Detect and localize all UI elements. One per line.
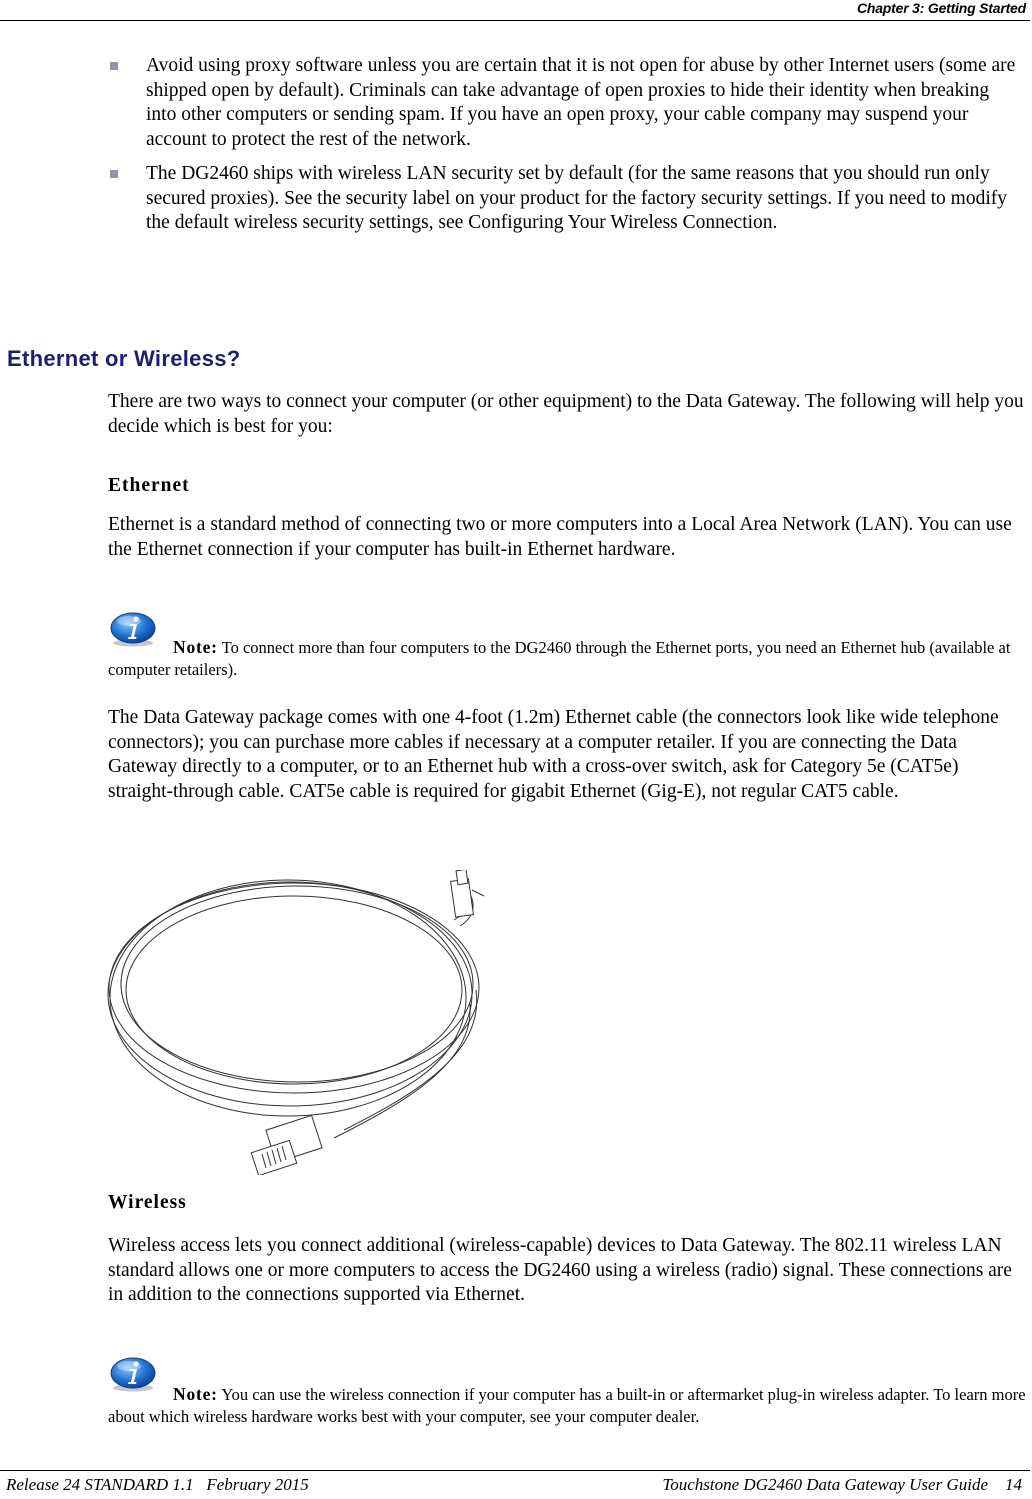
bullet-list — [108, 54, 1023, 246]
ethernet-note — [108, 636, 1026, 681]
bullet-item-wireless-security — [108, 162, 1023, 236]
note-label: Note: — [173, 637, 218, 657]
note-text: To connect more than four computers to the DG2460 through the Ethernet ports, you need an Ethernet hub (available at computer retailers). — [108, 638, 1011, 679]
footer-guide-title: Touchstone DG2460 Data Gateway User Guide 14 — [662, 1475, 1022, 1494]
note-text: You can use the wireless connection if your computer has a built-in or aftermarket plug-in wireless adapter. To learn more about which wireless hardware works best with your computer, see your computer dealer. — [108, 1385, 1026, 1426]
chapter-title: Chapter 3: Getting Started — [856, 0, 1026, 16]
wireless-paragraph: Wireless access lets you connect additional (wireless-capable) devices to Data Gateway. The 802.11 wireless LAN standard allows one or more computers to access the DG2460 using a wireless (radio) signal. These connections are in addition to the connections supported via Ethernet. — [108, 1235, 1012, 1305]
section-title: Ethernet or Wireless? — [7, 346, 241, 371]
square-bullet-icon — [110, 62, 118, 70]
page-header — [0, 0, 1030, 21]
bullet-text: The DG2460 ships with wireless LAN security set by default (for the same reasons that you should run only secured proxies). See the security label on your product for the factory security settings. If you need to modify the default wireless security settings, see Configuring Your Wireless Connection. — [146, 163, 1007, 233]
ethernet-heading: Ethernet — [108, 475, 190, 496]
wireless-heading: Wireless — [108, 1192, 187, 1213]
bullet-item-proxy — [108, 54, 1023, 152]
ethernet-paragraph: Ethernet is a standard method of connecting two or more computers into a Local Area Network (LAN). You can use the Ethernet connection if your computer has built-in Ethernet hardware. — [108, 514, 1012, 560]
square-bullet-icon — [110, 170, 118, 178]
ethernet-cable-illustration — [104, 870, 504, 1175]
wireless-note — [108, 1383, 1026, 1428]
intro-paragraph: There are two ways to connect your computer (or other equipment) to the Data Gateway. The following will help you decide which is best for you: — [108, 391, 1024, 437]
footer-release: Release 24 STANDARD 1.1 February 2015 — [6, 1475, 309, 1494]
ethernet-cable-paragraph: The Data Gateway package comes with one 4-foot (1.2m) Ethernet cable (the connectors look like wide telephone connectors); you can purchase more cables if necessary at a computer retailer. If you are connecting the Data Gateway directly to a computer, or to an Ethernet hub with a cross-over switch, ask for Category 5e (CAT5e) straight-through cable. CAT5e cable is required for gigabit Ethernet (Gig-E), not regular CAT5 cable. — [108, 707, 999, 802]
footer-rule — [0, 1470, 1030, 1471]
bullet-text: Avoid using proxy software unless you are certain that it is not open for abuse by other Internet users (some are shipped open by default). Criminals can take advantage of open proxies to hide their identity when breaking into other computers or sending spam. If you have an open proxy, your cable company may suspend your account to protect the rest of the network. — [146, 55, 1016, 150]
note-label: Note: — [173, 1384, 218, 1404]
